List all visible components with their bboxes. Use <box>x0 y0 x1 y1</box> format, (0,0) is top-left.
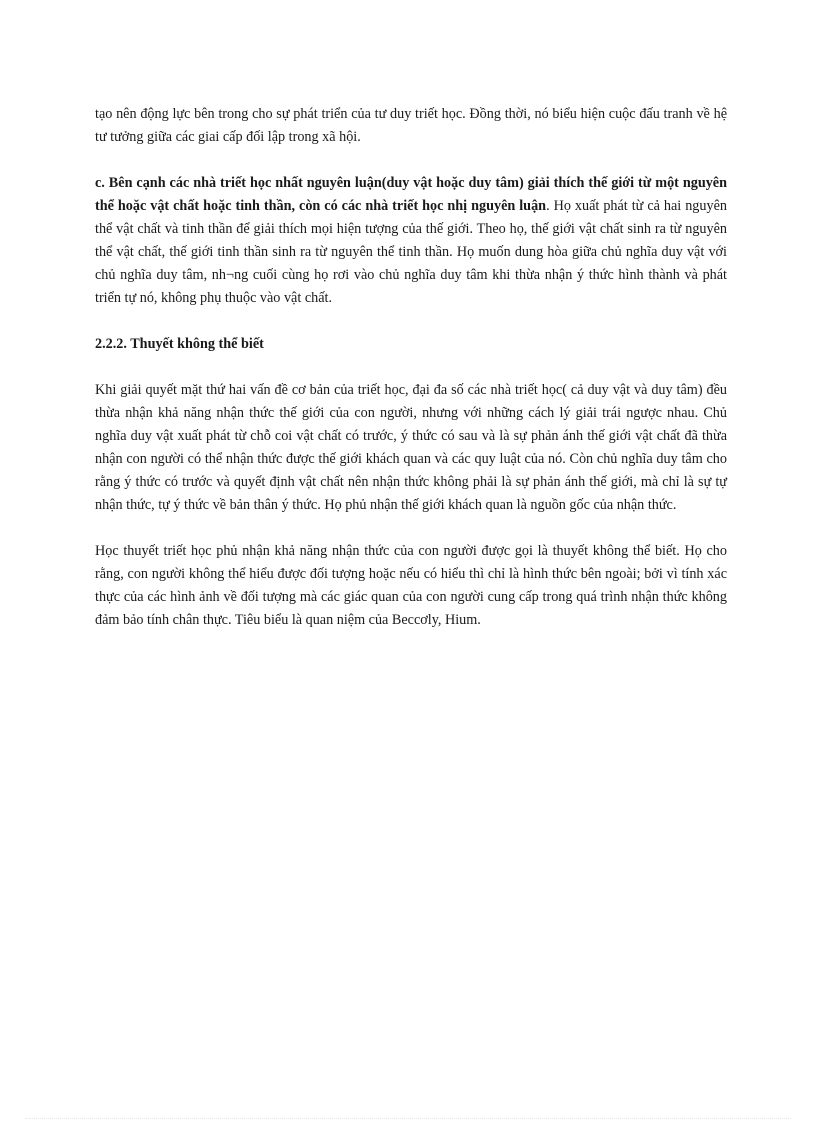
section-heading: 2.2.2. Thuyết không thể biết <box>95 336 264 352</box>
page-bottom-divider <box>25 1118 791 1119</box>
paragraph-4: Học thuyết triết học phủ nhận khả năng nhận thức của con người được gọi là thuyết không thể biết. Họ cho rằng, con người không thể hiểu được đối tượng hoặc nếu có hiểu thì chỉ là hình thức bên ngoài; bởi vì tính xác thực của các hình ảnh về đối tượng mà các giác quan của con người cung cấp trong quá trình nhận thức không đảm bảo tính chân thực. Tiêu biểu là quan niệm của Beccơly, Hium. <box>95 543 727 628</box>
paragraph-2 <box>95 172 727 310</box>
paragraph-2-bold-lead: c. Bên cạnh các nhà triết học nhất nguyên luận(duy vật hoặc duy tâm) giải thích thế giới từ một nguyên thể hoặc vật chất hoặc tinh thần, còn có các nhà triết học nhị nguyên luận <box>95 175 727 214</box>
paragraph-2-rest: . Họ xuất phát từ cả hai nguyên thể vật chất và tinh thần để giải thích mọi hiện tượng của thế giới. Theo họ, thế giới vật chất sinh ra từ nguyên thể vật chất, thế giới tinh thần sinh ra từ nguyên thể tinh thần. Họ muốn dung hòa giữa chủ nghĩa duy vật với chủ nghĩa duy tâm, nh¬ng cuối cùng họ rơi vào chủ nghĩa duy tâm khi thừa nhận ý thức hình thành và phát triển tự nó, không phụ thuộc vào vật chất. <box>95 198 727 306</box>
paragraph-1: tạo nên động lực bên trong cho sự phát triển của tư duy triết học. Đồng thời, nó biểu hiện cuộc đấu tranh về hệ tư tưởng giữa các giai cấp đối lập trong xã hội. <box>95 106 727 145</box>
paragraph-3: Khi giải quyết mặt thứ hai vấn đề cơ bản của triết học, đại đa số các nhà triết học( cả duy vật và duy tâm) đều thừa nhận khả năng nhận thức thế giới của con người, nhưng với những cách lý giải trái ngược nhau. Chủ nghĩa duy vật xuất phát từ chỗ coi vật chất có trước, ý thức có sau và là sự phản ánh thế giới vật chất đã thừa nhận con người có thể nhận thức được thế giới khách quan và các quy luật của nó. Còn chủ nghĩa duy tâm cho rằng ý thức có trước và quyết định vật chất nên nhận thức không phải là sự phản ánh thế giới, mà chỉ là sự tự nhận thức, tự ý thức về bản thân ý thức. Họ phủ nhận thế giới khách quan là nguồn gốc của nhận thức. <box>95 382 727 513</box>
document-body <box>95 103 727 655</box>
